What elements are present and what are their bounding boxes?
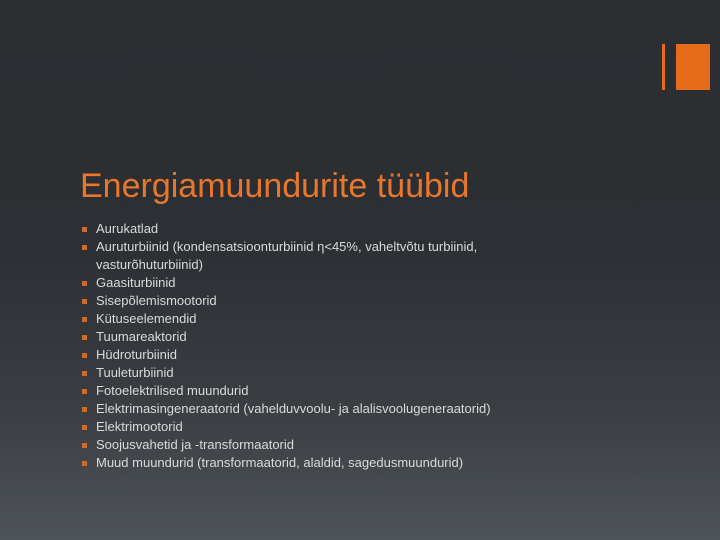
bullet-item [82,292,582,310]
square-bullet-icon [82,335,87,340]
bullet-item [82,382,582,400]
square-bullet-icon [82,461,87,466]
bullet-text: Tuuleturbiinid [96,365,174,380]
square-bullet-icon [82,245,87,250]
bullet-text: Muud muundurid (transformaatorid, alaldid, sagedusmuundurid) [96,455,464,470]
square-bullet-icon [82,389,87,394]
bullet-item [82,220,582,238]
bullet-item [82,238,582,274]
bullet-text: Fotoelektrilised muundurid [96,383,249,398]
bullet-item [82,346,582,364]
bullet-text: Sisepõlemismootorid [96,293,217,308]
bullet-item [82,418,582,436]
square-bullet-icon [82,353,87,358]
bullet-item [82,310,582,328]
accent-bar-thin [662,44,665,90]
square-bullet-icon [82,317,87,322]
slide-title: Energiamuundurite tüübid [80,167,470,205]
bullet-text: Kütuseelemendid [96,311,197,326]
bullet-text: Aurukatlad [96,221,159,236]
bullet-text: Soojusvahetid ja -transformaatorid [96,437,294,452]
bullet-item [82,400,582,418]
square-bullet-icon [82,281,87,286]
bullet-item [82,436,582,454]
square-bullet-icon [82,443,87,448]
bullet-item [82,364,582,382]
square-bullet-icon [82,407,87,412]
bullet-item [82,328,582,346]
bullet-text: Gaasiturbiinid [96,275,176,290]
bullet-text: Elektrimasingeneraatorid (vahelduvvoolu- ja alalisvoolugeneraatorid) [96,401,491,416]
bullet-list [82,220,582,472]
bullet-item [82,454,582,472]
bullet-text: Tuumareaktorid [96,329,187,344]
bullet-text: Hüdroturbiinid [96,347,177,362]
bullet-text: Auruturbiinid (kondensatsioonturbiinid η<45%, vaheltvõtu turbiinid, vasturõhuturbiinid) [96,239,478,272]
square-bullet-icon [82,425,87,430]
square-bullet-icon [82,371,87,376]
bullet-item [82,274,582,292]
square-bullet-icon [82,227,87,232]
square-bullet-icon [82,299,87,304]
bullet-text: Elektrimootorid [96,419,183,434]
accent-bar-thick [676,44,710,90]
